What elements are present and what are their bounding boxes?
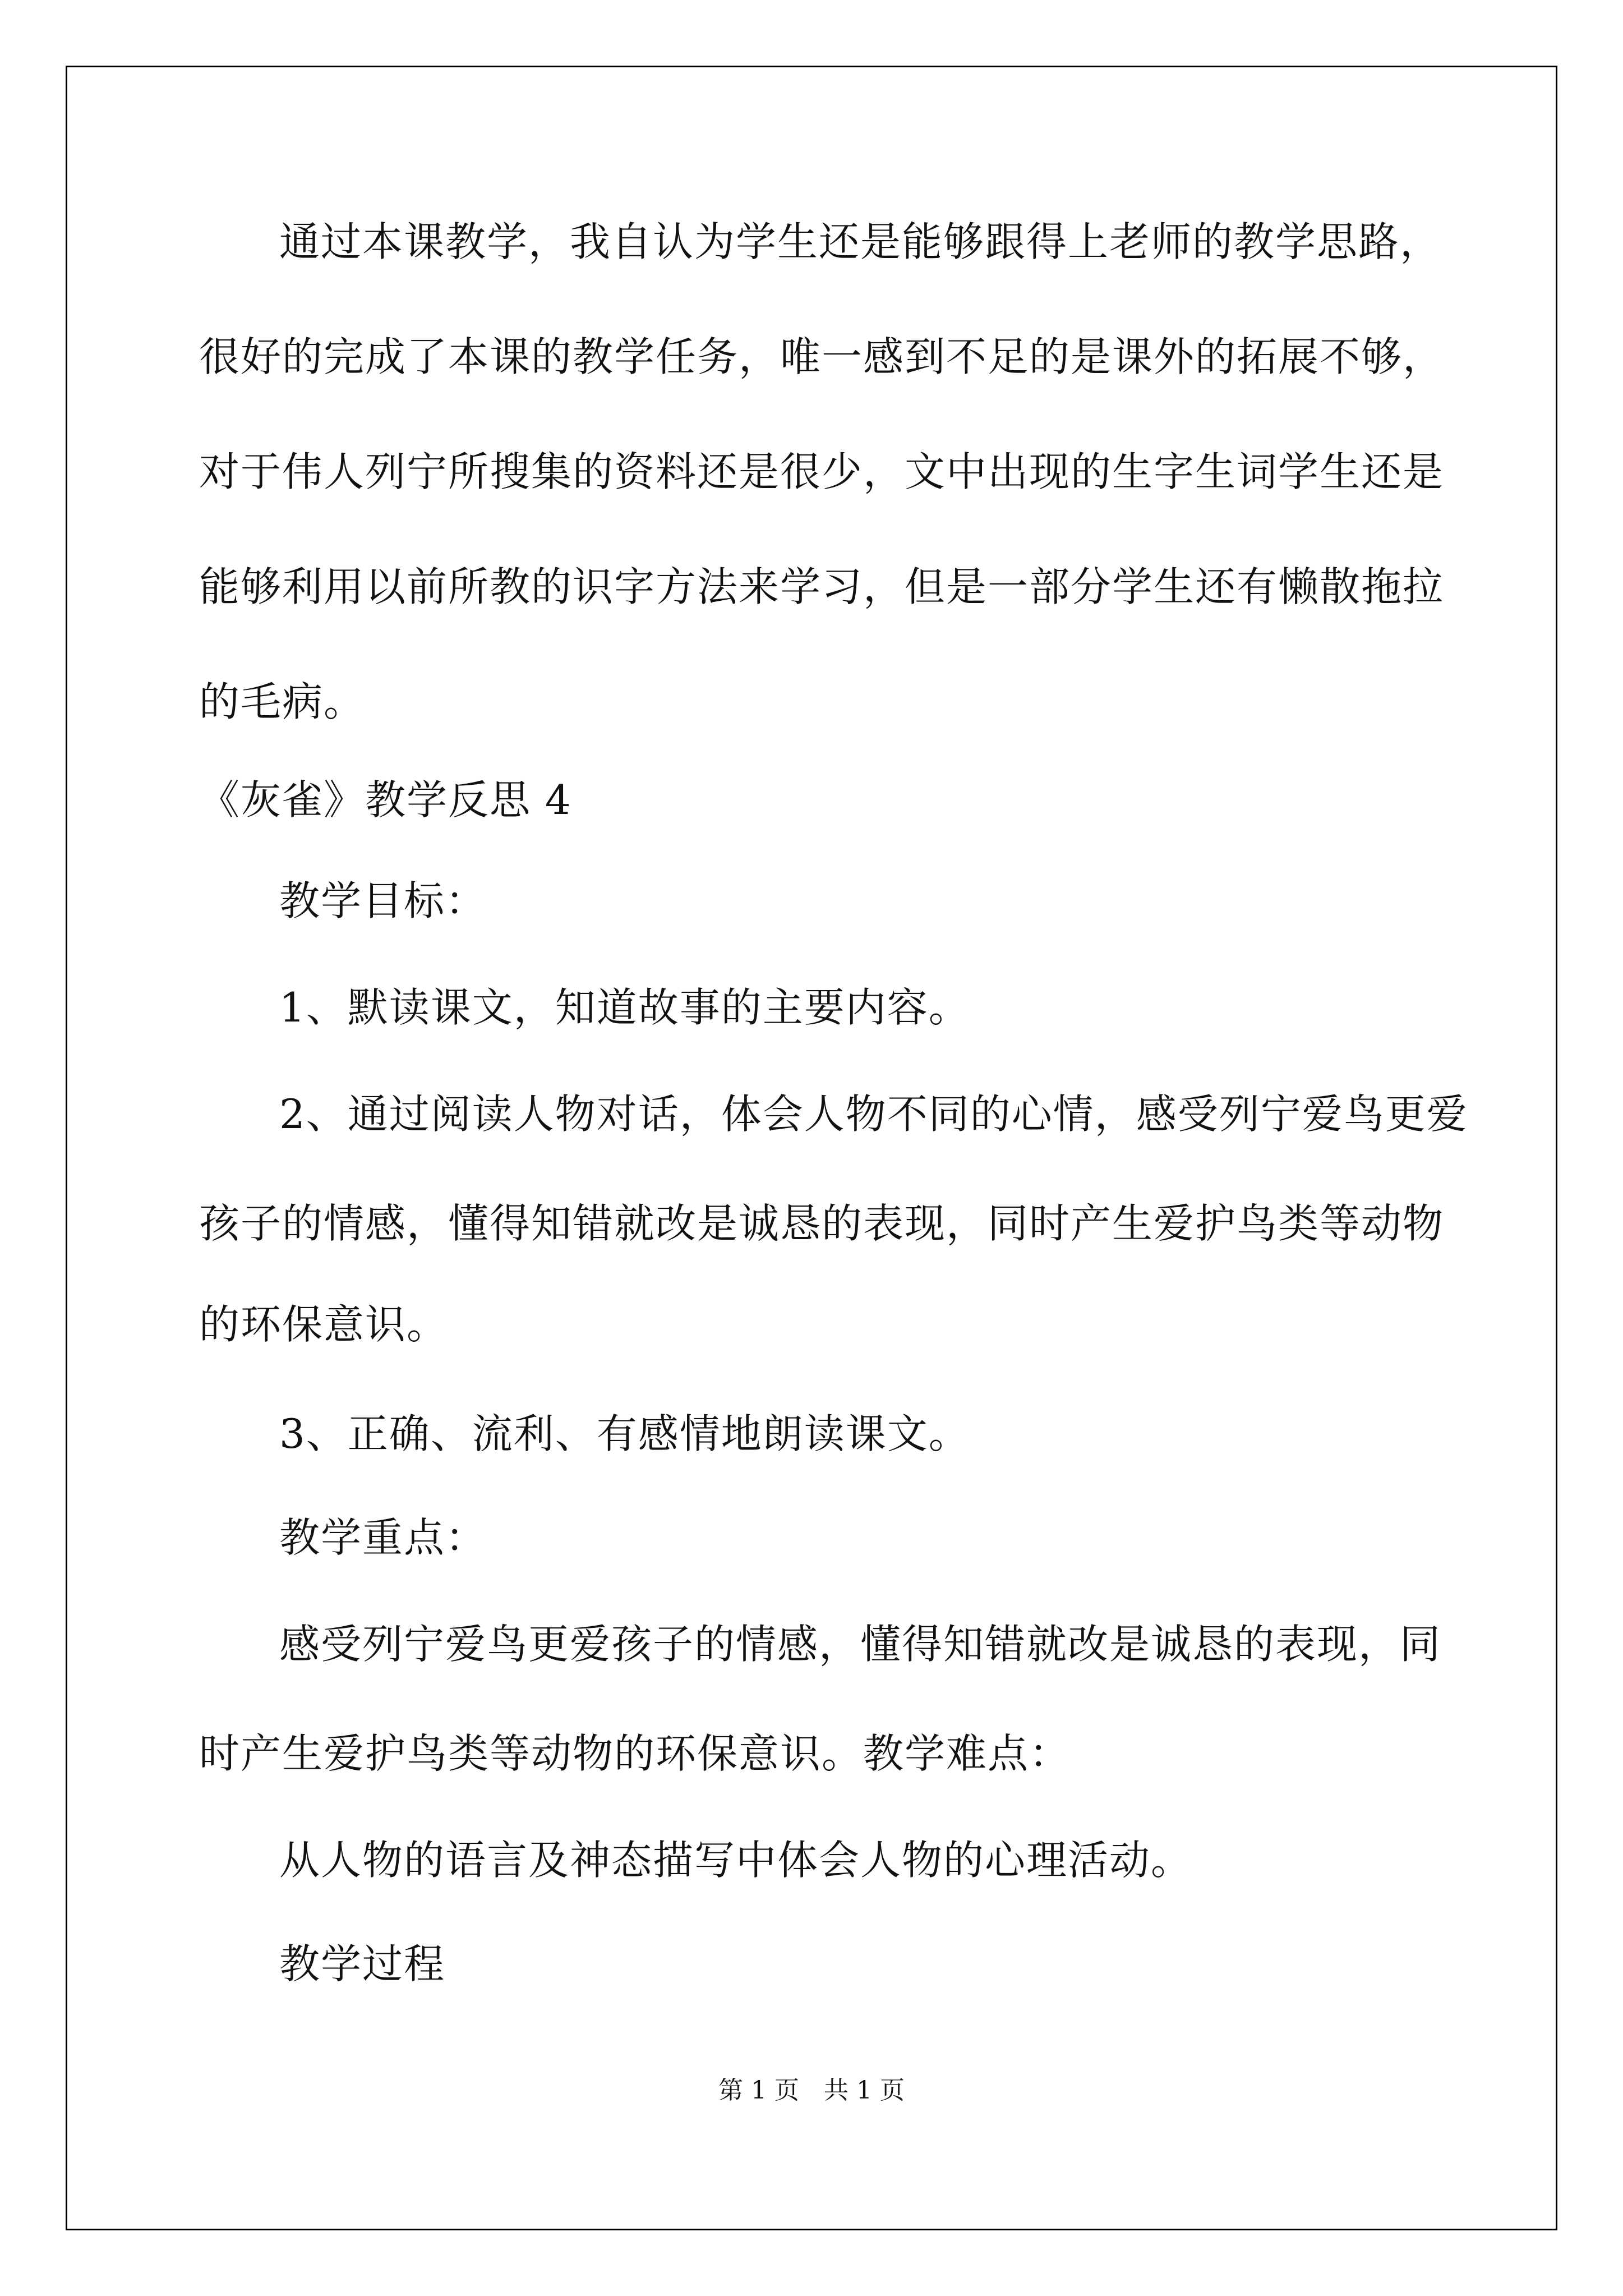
subheading-objectives: 教学目标： [279, 877, 487, 924]
paragraph-line: 通过本课教学，我自认为学生还是能够跟得上老师的教学思路， [279, 218, 1442, 265]
page-border [66, 66, 1557, 2230]
paragraph-line: 对于伟人列宁所搜集的资料还是很少，文中出现的生字生词学生还是 [199, 448, 1445, 495]
section-heading: 《灰雀》教学反思 4 [199, 776, 572, 823]
paragraph-line: 从人物的语言及神态描写中体会人物的心理活动。 [279, 1837, 1193, 1884]
subheading-process: 教学过程 [279, 1940, 446, 1987]
paragraph-line: 很好的完成了本课的教学任务，唯一感到不足的是课外的拓展不够， [199, 333, 1445, 380]
subheading-key-points: 教学重点： [279, 1514, 487, 1561]
paragraph-line: 的毛病。 [199, 678, 366, 725]
paragraph-line: 的环保意识。 [199, 1301, 449, 1348]
paragraph-line: 感受列宁爱鸟更爱孩子的情感，懂得知错就改是诚恳的表现，同 [279, 1621, 1442, 1668]
paragraph-line: 时产生爱护鸟类等动物的环保意识。教学难点： [199, 1730, 1071, 1777]
paragraph-line: 孩子的情感，懂得知错就改是诚恳的表现，同时产生爱护鸟类等动物 [199, 1200, 1445, 1247]
list-item: 3、正确、流利、有感情地朗读课文。 [279, 1410, 970, 1457]
list-item: 1、默读课文，知道故事的主要内容。 [279, 984, 970, 1031]
list-item: 2、通过阅读人物对话，体会人物不同的心情，感受列宁爱鸟更爱 [279, 1091, 1468, 1138]
page-number-footer: 第 1 页 共 1 页 [718, 2076, 905, 2105]
paragraph-line: 能够利用以前所教的识字方法来学习，但是一部分学生还有懒散拖拉 [199, 563, 1445, 610]
